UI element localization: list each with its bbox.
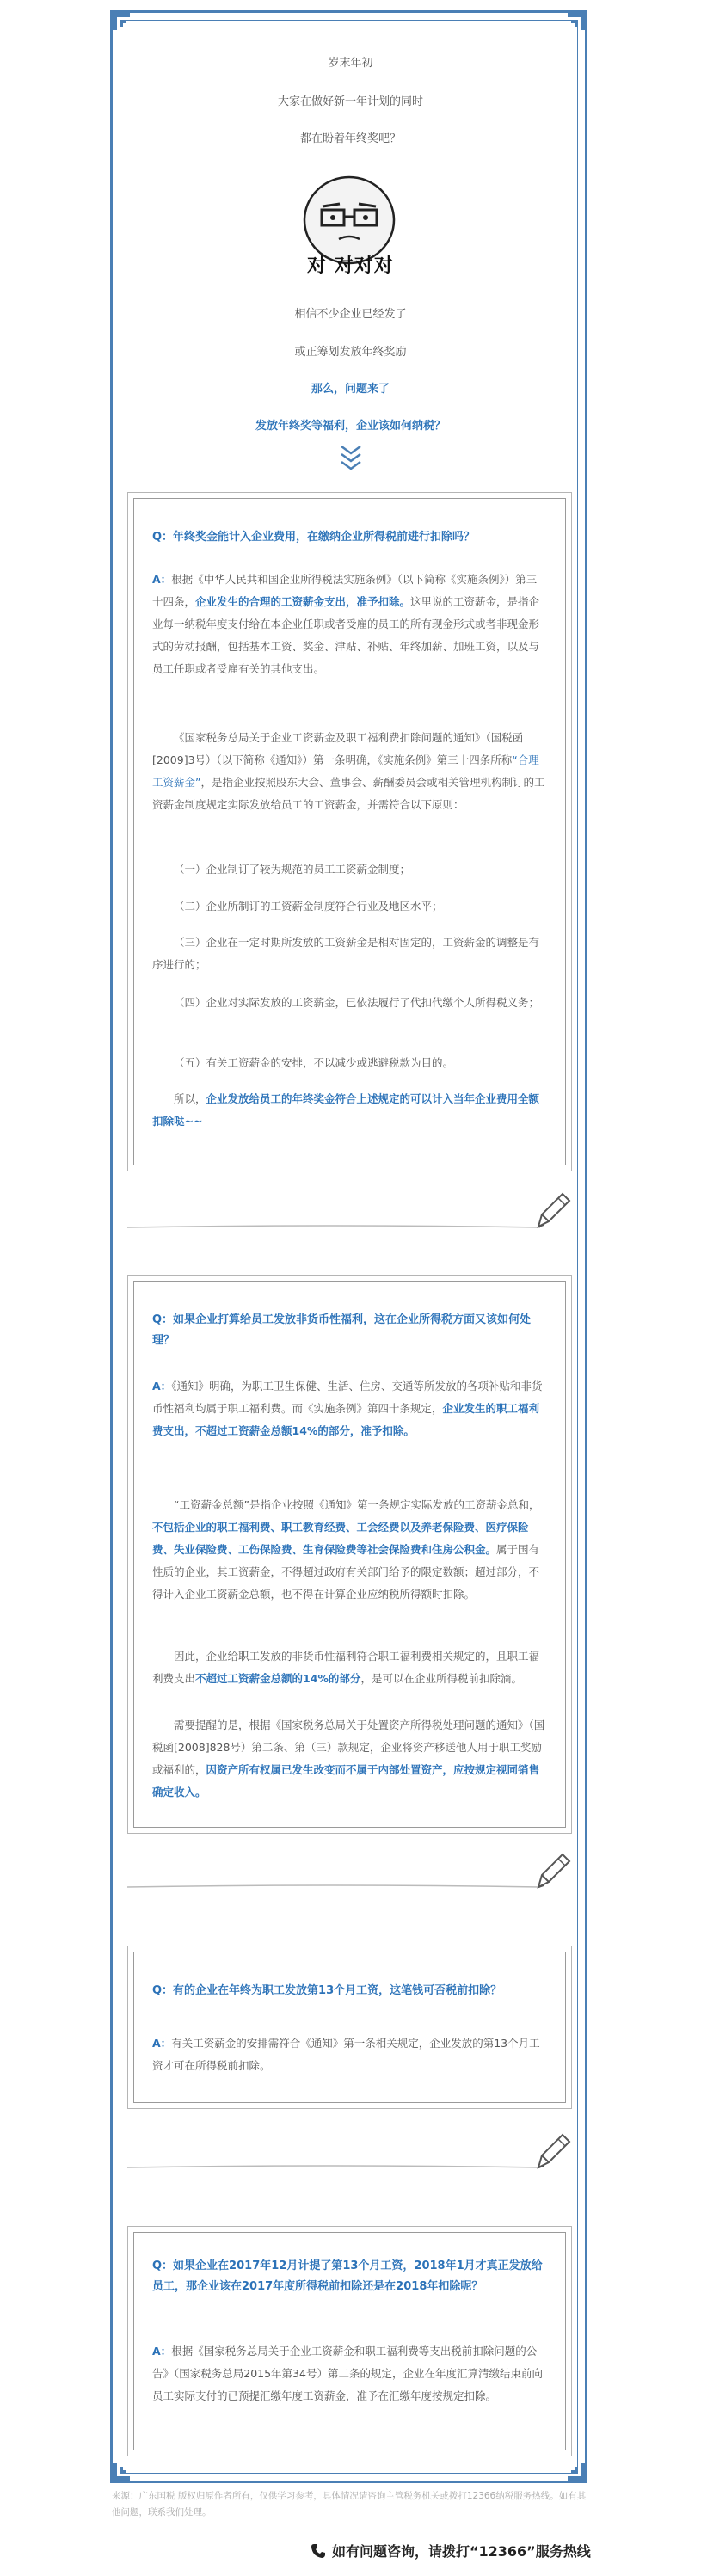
intro-line: 相信不少企业已经发了	[294, 308, 407, 321]
paragraph-text: 属于国有性质的企业，其工资薪金，不得超过政府有关部门给予的限定数额；超过部分，不得计入企业工资薪金总额，也不得在计算企业应纳税所得额时扣除。	[152, 1543, 540, 1601]
intro-line: 都在盼着年终奖吧？	[299, 132, 401, 145]
question-text: Q：如果企业在2017年12月计提了第13个月工资，2018年1月才真正发放给员工，那企业该在2017年度所得税前扣除还是在2018年扣除呢？	[152, 2259, 543, 2293]
pencil-icon	[532, 1849, 571, 1894]
paragraph-text: （一）企业制订了较为规范的员工工资薪金制度；	[174, 863, 411, 876]
paragraph-text: （四）企业对实际发放的工资薪金，已依法履行了代扣代缴个人所得税义务；	[174, 996, 540, 1009]
answer-paragraph	[152, 1375, 547, 1442]
highlight-text: 企业发放给员工的年终奖金符合上述规定的可以计入当年企业费用全额扣除哒~~	[152, 1092, 540, 1128]
qa-card	[127, 1946, 572, 2109]
highlight-text: 企业发生的职工福利费支出，不超过工资薪金总额14%的部分，准予扣除。	[152, 1402, 540, 1437]
answer-paragraph	[152, 2340, 547, 2407]
paragraph-text: （五）有关工资薪金的安排，不以减少或逃避税款为目的。	[174, 1056, 454, 1069]
answer-paragraph	[152, 727, 547, 816]
paragraph-text: 这里说的工资薪金，是指企业每一纳税年度支付给在本企业任职或者受雇的员工的所有现金形式或者非现金形式的劳动报酬，包括基本工资、奖金、津贴、补贴、年终加薪、加班工资，以及与员工任职或者受雇有关的其他支出。	[152, 595, 540, 675]
divider-line	[127, 1882, 540, 1891]
corner-ornament-icon	[110, 10, 132, 33]
pencil-icon	[532, 1189, 571, 1233]
answer-paragraph	[152, 1088, 547, 1133]
paragraph-text: ，是指企业按照股东大会、董事会、薪酬委员会或相关管理机构制订的工资薪金制度规定实际发放给员工的工资薪金，并需符合以下原则：	[152, 776, 545, 811]
paragraph-text: “工资薪金总额”是指企业按照《通知》第一条规定实际发放的工资薪金总和，	[174, 1498, 540, 1511]
highlight-text: A：	[152, 2345, 172, 2358]
paragraph-text: 有关工资薪金的安排需符合《通知》第一条相关规定，企业发放的第13个月工资才可在所得税前扣除。	[152, 2037, 540, 2072]
question-text: Q：有的企业在年终为职工发放第13个月工资，这笔钱可否税前扣除？	[152, 1984, 502, 1997]
answer-paragraph	[152, 569, 547, 680]
phone-icon	[310, 2542, 327, 2560]
intro-line: 岁末年初	[328, 57, 373, 70]
chevron-down-icon	[339, 444, 363, 473]
question-text: Q：如果企业打算给员工发放非货币性福利，这在企业所得税方面又该如何处理？	[152, 1313, 532, 1347]
paragraph-text: 《国家税务总局关于企业工资薪金及职工福利费扣除问题的通知》（国税函[2009]3号）（以下简称《通知》）第一条明确，《实施条例》第三十四条所称	[152, 731, 524, 766]
paragraph-text: 根据《中华人民共和国企业所得税法实施条例》（以下简称《实施条例》）第三十四条，	[152, 573, 538, 608]
corner-ornament-icon	[565, 2461, 587, 2483]
qa-card	[127, 1275, 572, 1834]
paragraph-text: 所以，	[174, 1092, 206, 1105]
qa-card	[127, 2226, 572, 2456]
corner-ornament-icon	[565, 10, 587, 33]
answer-paragraph	[152, 1714, 547, 1804]
highlight-text: 不包括企业的职工福利费、职工教育经费、工会经费以及养老保险费、医疗保险费、失业保险费、工伤保险费、生育保险费等社会保险费和住房公积金。	[152, 1521, 529, 1556]
source-note: 来源：广东国税 版权归原作者所有，仅供学习参考，具体情况请咨询主管税务机关或拨打12366纳税服务热线。如有其他问题，联系我们处理。	[112, 2491, 587, 2518]
paragraph-text: 《通知》明确，为职工卫生保健、生活、住房、交通等所发放的各项补贴和非货币性福利均属于职工福利费。而《实施条例》第四十条规定，	[152, 1380, 543, 1415]
paragraph-text: 需要提醒的是，根据《国家税务总局关于处置资产所得税处理问题的通知》（国税函[2008]828号）第二条、第（三）款规定，企业将资产移送他人用于职工奖励或福利的，	[152, 1718, 545, 1776]
divider-line	[127, 2162, 540, 2171]
paragraph-text: （二）企业所制订的工资薪金制度符合行业及地区水平；	[174, 900, 443, 913]
answer-paragraph	[152, 2032, 547, 2077]
intro-line: 或正筹划发放年终奖励	[294, 346, 407, 359]
paragraph-text: （三）企业在一定时期所发放的工资薪金是相对固定的，工资薪金的调整是有序进行的；	[152, 936, 540, 971]
highlight-text: A：	[152, 2037, 172, 2050]
answer-paragraph	[152, 858, 547, 881]
corner-ornament-icon	[110, 2461, 132, 2483]
qa-card	[127, 492, 572, 1171]
hotline-text[interactable]: 如有问题咨询，请拨打“12366”服务热线	[332, 2543, 591, 2560]
meme-caption: 对 对对对	[307, 255, 394, 277]
intro-highlight: 那么，问题来了	[311, 383, 390, 396]
highlight-text: A：	[152, 1380, 172, 1393]
divider-line	[127, 1222, 540, 1231]
answer-paragraph	[152, 1494, 547, 1606]
highlight-text: A：	[152, 573, 172, 586]
answer-paragraph	[152, 931, 547, 976]
paragraph-text: 因此，企业给职工发放的非货币性福利符合职工福利费相关规定的，且职工福利费支出	[152, 1650, 540, 1685]
intro-line: 大家在做好新一年计划的同时	[277, 95, 423, 108]
answer-paragraph	[152, 992, 547, 1014]
intro-highlight: 发放年终奖等福利，企业该如何纳税？	[255, 420, 446, 433]
pencil-icon	[532, 2130, 571, 2174]
highlight-text: 企业发生的合理的工资薪金支出，准予扣除。	[195, 595, 411, 608]
highlight-text: 不超过工资薪金总额的14%的部分	[195, 1672, 361, 1685]
highlight-text: 因资产所有权属已发生改变而不属于内部处置资产，应按规定视同销售确定收入。	[152, 1763, 540, 1798]
question-text: Q：年终奖金能计入企业费用，在缴纳企业所得税前进行扣除吗？	[152, 531, 476, 544]
answer-paragraph	[152, 1645, 547, 1690]
paragraph-text: 根据《国家税务总局关于企业工资薪金和职工福利费等支出税前扣除问题的公告》（国家税务总局2015年第34号）第二条的规定，企业在年度汇算清缴结束前向员工实际支付的已预提汇缴年度工资薪金，准予在汇缴年度按规定扣除。	[152, 2345, 543, 2402]
highlight-text: “合理工资薪金”	[152, 753, 539, 789]
answer-paragraph	[152, 895, 547, 918]
answer-paragraph	[152, 1052, 547, 1074]
paragraph-text: ，是可以在企业所得税前扣除滴。	[360, 1672, 522, 1685]
